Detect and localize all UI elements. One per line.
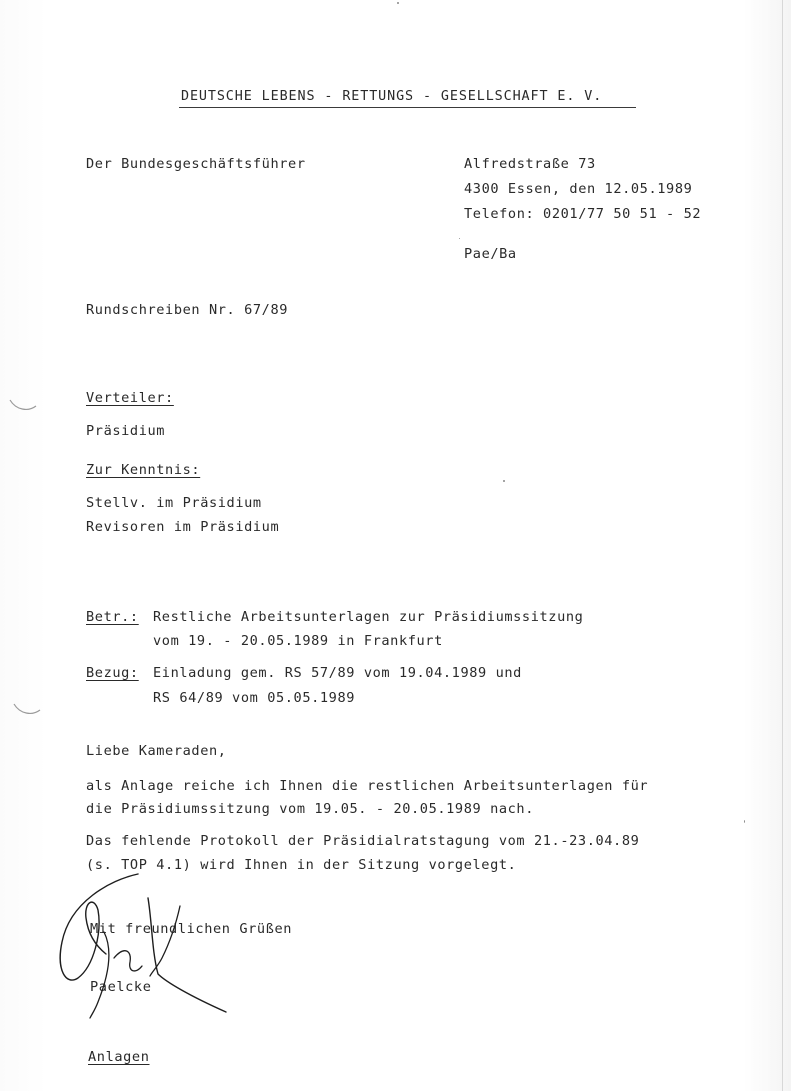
subject-label: Betr.: — [86, 609, 139, 625]
address-street: Alfredstraße 73 — [464, 156, 596, 172]
scan-speck — [744, 820, 745, 823]
subject-line: Restliche Arbeitsunterlagen zur Präsidiumssitzung — [153, 609, 584, 625]
subject-line: vom 19. - 20.05.1989 in Frankfurt — [153, 633, 443, 649]
page-edge-shadow — [782, 0, 783, 1091]
scan-speck — [459, 238, 460, 239]
closing-greeting: Mit freundlichen Grüßen — [90, 921, 293, 937]
body-paragraph-line: als Anlage reiche ich Ihnen die restlichen Arbeitsunterlagen für — [86, 778, 649, 794]
scan-speck — [503, 480, 505, 482]
punch-hole-mark — [8, 396, 38, 416]
circular-number: Rundschreiben Nr. 67/89 — [86, 302, 289, 318]
organization-title: DEUTSCHE LEBENS - RETTUNGS - GESELLSCHAFT E. V. — [181, 89, 603, 104]
address-city-date: 4300 Essen, den 12.05.1989 — [464, 181, 693, 197]
handwritten-signature — [40, 862, 240, 1022]
signatory-name: Paelcke — [90, 979, 152, 995]
cc-heading: Zur Kenntnis: — [86, 462, 201, 478]
body-paragraph-line: die Präsidiumssitzung vom 19.05. - 20.05.1989 nach. — [86, 801, 534, 817]
sender-role: Der Bundesgeschäftsführer — [86, 156, 306, 172]
salutation: Liebe Kameraden, — [86, 743, 227, 759]
scan-speck — [397, 2, 399, 4]
reference-code: Pae/Ba — [464, 246, 517, 262]
organization-title-underline — [179, 107, 636, 108]
body-paragraph-line: (s. TOP 4.1) wird Ihnen in der Sitzung vorgelegt. — [86, 857, 517, 873]
body-paragraph-line: Das fehlende Protokoll der Präsidialratstagung vom 21.-23.04.89 — [86, 833, 640, 849]
distribution-heading: Verteiler: — [86, 390, 174, 406]
attachments-label: Anlagen — [88, 1049, 150, 1065]
cc-recipient: Revisoren im Präsidium — [86, 519, 280, 535]
reference-label: Bezug: — [86, 665, 139, 681]
reference-line: RS 64/89 vom 05.05.1989 — [153, 690, 356, 706]
punch-hole-mark — [12, 700, 42, 720]
cc-recipient: Stellv. im Präsidium — [86, 495, 262, 511]
distribution-recipient: Präsidium — [86, 423, 166, 439]
reference-line: Einladung gem. RS 57/89 vom 19.04.1989 und — [153, 665, 522, 681]
address-phone: Telefon: 0201/77 50 51 - 52 — [464, 206, 702, 222]
